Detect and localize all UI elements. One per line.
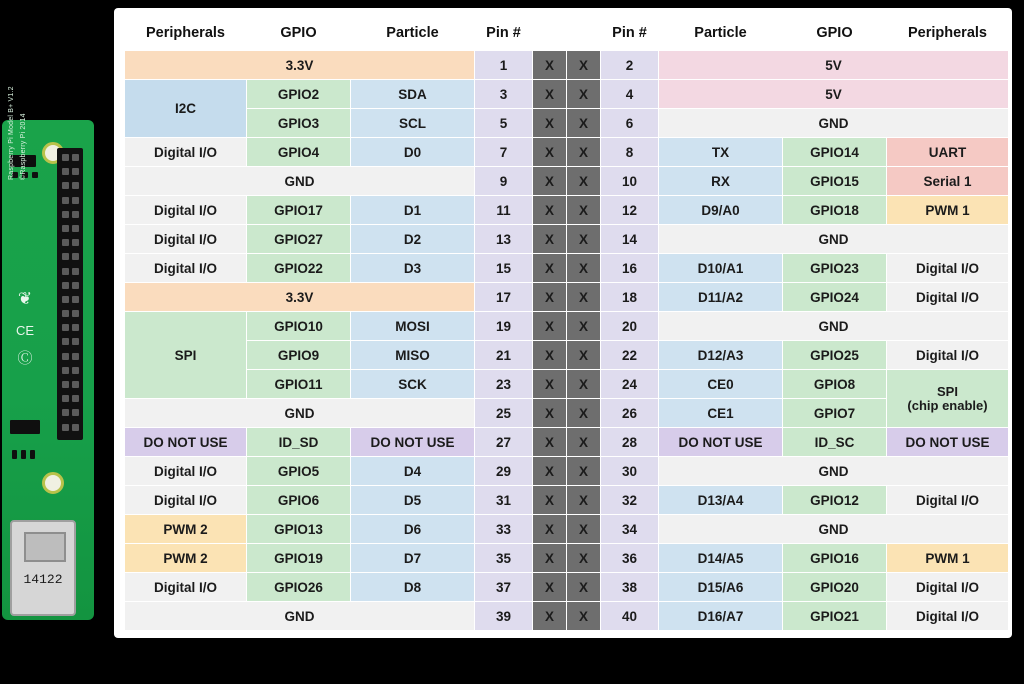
header-gap-marker-left: X: [533, 428, 567, 457]
pinout-cell-right: GPIO20: [783, 573, 887, 602]
pinout-cell-left: PWM 2: [125, 544, 247, 573]
pin-number-right: 22: [601, 341, 659, 370]
pinout-cell-right: GPIO12: [783, 486, 887, 515]
pinout-cell-left: Digital I/O: [125, 486, 247, 515]
pin-number-left: 37: [475, 573, 533, 602]
pinout-cell-left: GPIO10: [247, 312, 351, 341]
table-row: [125, 51, 1009, 80]
header-gap-marker-left: X: [533, 486, 567, 515]
pinout-cell-right: Digital I/O: [887, 486, 1009, 515]
header-particle-right: Particle: [659, 16, 783, 51]
usb-micro-connector: [10, 520, 76, 616]
pinout-cell-right: GPIO16: [783, 544, 887, 573]
pinout-cell-left: D7: [351, 544, 475, 573]
pin-number-left: 1: [475, 51, 533, 80]
header-gap-marker-right: X: [567, 109, 601, 138]
pin-number-left: 27: [475, 428, 533, 457]
pin-number-right: 20: [601, 312, 659, 341]
pinout-table-card: [114, 8, 1012, 638]
pin-number-left: 13: [475, 225, 533, 254]
pin-number-left: 33: [475, 515, 533, 544]
table-row: [125, 457, 1009, 486]
pin-number-right: 16: [601, 254, 659, 283]
pi-silkscreen-copyright: ©Raspberry Pi 2014: [20, 113, 27, 180]
pinout-cell-left: GPIO22: [247, 254, 351, 283]
table-row: [125, 544, 1009, 573]
pinout-cell-right: RX: [659, 167, 783, 196]
header-gap-marker-left: X: [533, 254, 567, 283]
pin-number-left: 15: [475, 254, 533, 283]
header-gap-marker-right: X: [567, 51, 601, 80]
pinout-cell-left: GPIO26: [247, 573, 351, 602]
header-gap-marker-left: X: [533, 341, 567, 370]
pinout-cell-left: GND: [125, 399, 475, 428]
pinout-cell-right: GPIO14: [783, 138, 887, 167]
pin-number-right: 40: [601, 602, 659, 631]
pinout-cell-right: GPIO7: [783, 399, 887, 428]
pin-number-right: 4: [601, 80, 659, 109]
header-peripherals-right: Peripherals: [887, 16, 1009, 51]
pinout-cell-left: ID_SD: [247, 428, 351, 457]
pinout-cell-right: TX: [659, 138, 783, 167]
pinout-cell-left: GPIO3: [247, 109, 351, 138]
pin-number-left: 5: [475, 109, 533, 138]
header-gap-marker-right: X: [567, 515, 601, 544]
pinout-cell-right: SPI (chip enable): [887, 370, 1009, 428]
pinout-cell-right: ID_SC: [783, 428, 887, 457]
pinout-cell-left: Digital I/O: [125, 457, 247, 486]
table-row: [125, 109, 1009, 138]
header-particle-left: Particle: [351, 16, 475, 51]
table-row: [125, 283, 1009, 312]
pin-number-right: 26: [601, 399, 659, 428]
rohs-mark-icon: Ⓒ: [17, 350, 33, 367]
header-gap-marker-left: X: [533, 138, 567, 167]
pinout-cell-left: 3.3V: [125, 51, 475, 80]
pinout-cell-left: GPIO11: [247, 370, 351, 399]
pinout-cell-right: 5V: [659, 80, 1009, 109]
pinout-cell-left: GPIO9: [247, 341, 351, 370]
pinout-cell-right: GPIO25: [783, 341, 887, 370]
pin-number-left: 25: [475, 399, 533, 428]
pinout-cell-left: Digital I/O: [125, 138, 247, 167]
raspberry-pi-board-illustration: [0, 86, 100, 640]
raspberry-logo-icon: ❦: [17, 289, 33, 308]
header-gap-marker-right: X: [567, 196, 601, 225]
header-gap-marker-right: X: [567, 138, 601, 167]
header-gap-marker-left: X: [533, 51, 567, 80]
pinout-cell-right: GPIO15: [783, 167, 887, 196]
pinout-cell-right: CE0: [659, 370, 783, 399]
pinout-cell-right: GPIO23: [783, 254, 887, 283]
pin-number-right: 38: [601, 573, 659, 602]
pin-number-right: 32: [601, 486, 659, 515]
pinout-cell-left: D6: [351, 515, 475, 544]
pin-number-left: 19: [475, 312, 533, 341]
pinout-cell-left: GPIO17: [247, 196, 351, 225]
header-gap-marker-right: X: [567, 80, 601, 109]
table-row: [125, 399, 1009, 428]
pinout-cell-right: D10/A1: [659, 254, 783, 283]
header-gap-marker-left: X: [533, 109, 567, 138]
pinout-cell-left: SCK: [351, 370, 475, 399]
header-gap-marker-left: X: [533, 573, 567, 602]
pin-number-right: 10: [601, 167, 659, 196]
pinout-cell-right: Digital I/O: [887, 283, 1009, 312]
pin-number-left: 31: [475, 486, 533, 515]
header-gap-marker-right: X: [567, 341, 601, 370]
pi-smd-4: [12, 450, 17, 459]
pin-number-right: 30: [601, 457, 659, 486]
pin-number-right: 6: [601, 109, 659, 138]
pinout-cell-right: GND: [659, 225, 1009, 254]
header-gap-marker-right: X: [567, 602, 601, 631]
pin-number-left: 7: [475, 138, 533, 167]
pinout-cell-right: CE1: [659, 399, 783, 428]
pinout-cell-right: D16/A7: [659, 602, 783, 631]
header-gap-marker-right: X: [567, 573, 601, 602]
pinout-cell-left: PWM 2: [125, 515, 247, 544]
usb-serial-number: 14122: [23, 572, 63, 587]
header-gap-marker-left: X: [533, 312, 567, 341]
header-gap-marker-left: X: [533, 399, 567, 428]
header-gap-marker-left: X: [533, 167, 567, 196]
table-row: [125, 573, 1009, 602]
pin-number-right: 8: [601, 138, 659, 167]
mounting-hole-bottom: [42, 472, 64, 494]
pinout-cell-left: GPIO6: [247, 486, 351, 515]
pinout-cell-right: GPIO18: [783, 196, 887, 225]
pin-number-left: 3: [475, 80, 533, 109]
header-gap-marker-right: X: [567, 370, 601, 399]
pinout-cell-left: GPIO27: [247, 225, 351, 254]
pinout-cell-left: D0: [351, 138, 475, 167]
pinout-table-body: [125, 51, 1009, 631]
pinout-cell-left: GPIO19: [247, 544, 351, 573]
pinout-cell-left: MISO: [351, 341, 475, 370]
pinout-cell-left: Digital I/O: [125, 196, 247, 225]
pinout-cell-right: 5V: [659, 51, 1009, 80]
header-gap-marker-right: X: [567, 254, 601, 283]
header-gap-marker-right: X: [567, 486, 601, 515]
header-pin-left: Pin #: [475, 16, 533, 51]
pi-smd-5: [21, 450, 26, 459]
pinout-cell-right: GND: [659, 515, 1009, 544]
pinout-cell-left: Digital I/O: [125, 254, 247, 283]
pinout-cell-left: SDA: [351, 80, 475, 109]
pinout-cell-left: GPIO4: [247, 138, 351, 167]
ce-mark-icon: CE: [15, 323, 35, 338]
pinout-cell-left: GPIO5: [247, 457, 351, 486]
pinout-cell-right: UART: [887, 138, 1009, 167]
table-row: [125, 80, 1009, 109]
pin-number-left: 23: [475, 370, 533, 399]
pinout-cell-left: D5: [351, 486, 475, 515]
header-peripherals-left: Peripherals: [125, 16, 247, 51]
pin-number-right: 12: [601, 196, 659, 225]
table-row: [125, 486, 1009, 515]
gpio-header-40pin: [57, 148, 83, 440]
pinout-cell-right: GPIO8: [783, 370, 887, 399]
header-gap-marker-left: X: [533, 515, 567, 544]
table-row: [125, 602, 1009, 631]
header-gap-marker-right: X: [567, 225, 601, 254]
pin-number-right: 34: [601, 515, 659, 544]
pinout-cell-left: GPIO2: [247, 80, 351, 109]
header-gap-marker-right: X: [567, 167, 601, 196]
header-gap-marker-right: X: [567, 399, 601, 428]
pinout-cell-left: DO NOT USE: [351, 428, 475, 457]
pinout-cell-right: GPIO24: [783, 283, 887, 312]
pin-number-right: 36: [601, 544, 659, 573]
header-gap-marker-left: X: [533, 225, 567, 254]
gpio-pinout-table: [124, 16, 1009, 631]
pin-number-left: 9: [475, 167, 533, 196]
pinout-cell-right: DO NOT USE: [887, 428, 1009, 457]
pinout-cell-left: GND: [125, 167, 475, 196]
table-row: [125, 515, 1009, 544]
header-gap-marker-right: X: [567, 428, 601, 457]
header-gap-left: [533, 16, 567, 51]
pin-number-left: 29: [475, 457, 533, 486]
pinout-cell-left: MOSI: [351, 312, 475, 341]
pi-silkscreen-model: Raspberry Pi Model B+ V1.2: [8, 86, 15, 180]
header-gap-marker-left: X: [533, 370, 567, 399]
pinout-cell-left: Digital I/O: [125, 225, 247, 254]
header-gpio-left: GPIO: [247, 16, 351, 51]
pinout-cell-left: Digital I/O: [125, 573, 247, 602]
pinout-cell-right: D12/A3: [659, 341, 783, 370]
pinout-cell-right: D13/A4: [659, 486, 783, 515]
header-pin-right: Pin #: [601, 16, 659, 51]
pin-number-left: 11: [475, 196, 533, 225]
pinout-cell-right: GND: [659, 457, 1009, 486]
pin-number-left: 35: [475, 544, 533, 573]
pinout-cell-left: SCL: [351, 109, 475, 138]
pin-number-left: 39: [475, 602, 533, 631]
pinout-cell-left: I2C: [125, 80, 247, 138]
pinout-cell-right: Digital I/O: [887, 254, 1009, 283]
pinout-cell-right: Digital I/O: [887, 602, 1009, 631]
pi-smd-block: [10, 420, 40, 434]
pinout-cell-right: PWM 1: [887, 544, 1009, 573]
pinout-cell-left: GPIO13: [247, 515, 351, 544]
header-gap-marker-left: X: [533, 544, 567, 573]
table-row: [125, 196, 1009, 225]
pinout-cell-right: DO NOT USE: [659, 428, 783, 457]
pinout-cell-left: SPI: [125, 312, 247, 399]
pi-smd-3: [32, 172, 38, 178]
pinout-cell-right: Digital I/O: [887, 573, 1009, 602]
header-gap-marker-right: X: [567, 457, 601, 486]
table-header-row: [125, 16, 1009, 51]
pinout-cell-right: GND: [659, 109, 1009, 138]
pinout-cell-right: GND: [659, 312, 1009, 341]
pinout-cell-right: D11/A2: [659, 283, 783, 312]
pinout-cell-left: D8: [351, 573, 475, 602]
table-row: [125, 138, 1009, 167]
header-gpio-right: GPIO: [783, 16, 887, 51]
pin-number-right: 28: [601, 428, 659, 457]
pinout-cell-left: GND: [125, 602, 475, 631]
pinout-cell-right: PWM 1: [887, 196, 1009, 225]
header-gap-marker-right: X: [567, 544, 601, 573]
pinout-cell-right: Digital I/O: [887, 341, 1009, 370]
pi-pcb: [2, 86, 94, 620]
header-gap-marker-right: X: [567, 312, 601, 341]
pin-number-right: 18: [601, 283, 659, 312]
table-row: [125, 254, 1009, 283]
pinout-cell-right: D15/A6: [659, 573, 783, 602]
table-row: [125, 312, 1009, 341]
pinout-cell-right: GPIO21: [783, 602, 887, 631]
pinout-cell-right: D14/A5: [659, 544, 783, 573]
table-row: [125, 225, 1009, 254]
table-row: [125, 370, 1009, 399]
pi-smd-6: [30, 450, 35, 459]
header-gap-marker-left: X: [533, 602, 567, 631]
pin-number-left: 17: [475, 283, 533, 312]
pinout-cell-right: Serial 1: [887, 167, 1009, 196]
header-gap-right: [567, 16, 601, 51]
header-gap-marker-left: X: [533, 80, 567, 109]
table-row: [125, 428, 1009, 457]
header-gap-marker-left: X: [533, 457, 567, 486]
header-gap-marker-right: X: [567, 283, 601, 312]
pinout-cell-left: 3.3V: [125, 283, 475, 312]
header-gap-marker-left: X: [533, 283, 567, 312]
usb-port-opening: [24, 532, 66, 562]
pinout-cell-left: D2: [351, 225, 475, 254]
pin-number-right: 24: [601, 370, 659, 399]
header-gap-marker-left: X: [533, 196, 567, 225]
table-row: [125, 167, 1009, 196]
pinout-cell-left: D3: [351, 254, 475, 283]
pinout-cell-left: DO NOT USE: [125, 428, 247, 457]
pinout-cell-left: D1: [351, 196, 475, 225]
pinout-cell-left: D4: [351, 457, 475, 486]
pin-number-left: 21: [475, 341, 533, 370]
table-row: [125, 341, 1009, 370]
pinout-cell-right: D9/A0: [659, 196, 783, 225]
pin-number-right: 14: [601, 225, 659, 254]
pin-number-right: 2: [601, 51, 659, 80]
